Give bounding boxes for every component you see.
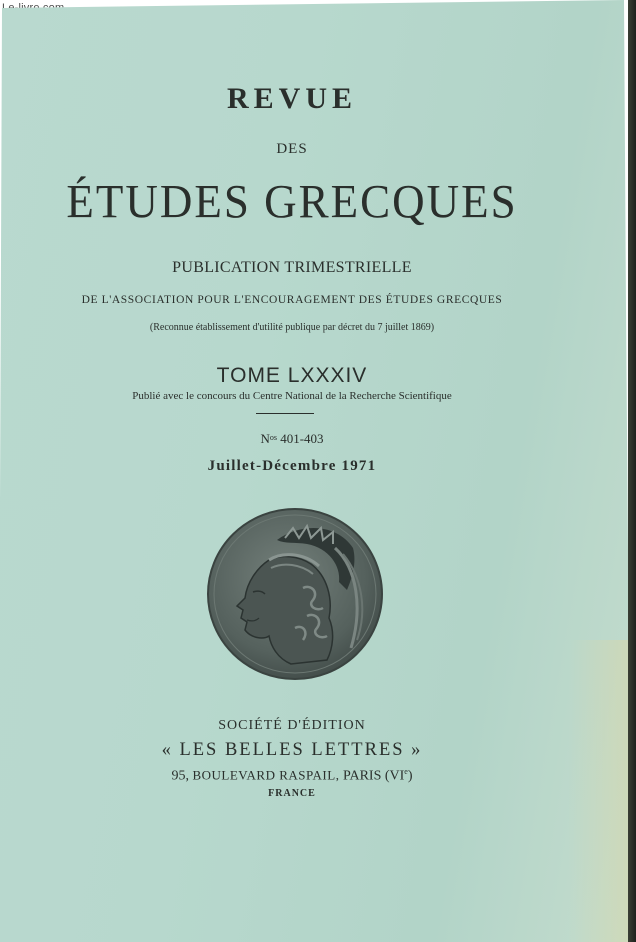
issue-numbers [0, 431, 584, 447]
publisher-name: « LES BELLES LETTRES » [161, 740, 423, 760]
issue-date: Juillet-Décembre 1971 [207, 458, 377, 474]
athena-medal-icon [207, 508, 383, 680]
issue-prefix: N [260, 431, 270, 446]
tome-number: TOME LXXXIV [216, 364, 368, 387]
issue-prefix-sup: os [269, 433, 277, 442]
title-revue: REVUE [226, 82, 357, 115]
issue-range: 401-403 [280, 431, 324, 446]
title-des: DES [276, 141, 308, 157]
page-title: ÉTUDES GRECQUES [66, 175, 518, 229]
publication-frequency: PUBLICATION TRIMESTRIELLE [172, 259, 412, 276]
support-note: Publié avec le concours du Centre National de la Recherche Scientifique [132, 390, 452, 402]
association-line: DE L'ASSOCIATION POUR L'ENCOURAGEMENT DES ÉTUDES GRECQUES [81, 294, 503, 306]
publisher-address [0, 767, 584, 785]
divider [256, 413, 314, 414]
publisher-line: SOCIÉTÉ D'ÉDITION [218, 718, 366, 733]
book-spine [628, 0, 636, 942]
publisher-country: FRANCE [268, 788, 316, 799]
address-arrondissement-sup: e [404, 767, 408, 776]
address-city: PARIS (VI [342, 768, 405, 784]
address-number: 95, [171, 768, 189, 784]
address-street: BOULEVARD RASPAIL, [192, 767, 340, 783]
recognition-note: (Reconnue établissement d'utilité publique par décret du 7 juillet 1869) [149, 322, 435, 333]
address-close: ) [407, 768, 413, 784]
